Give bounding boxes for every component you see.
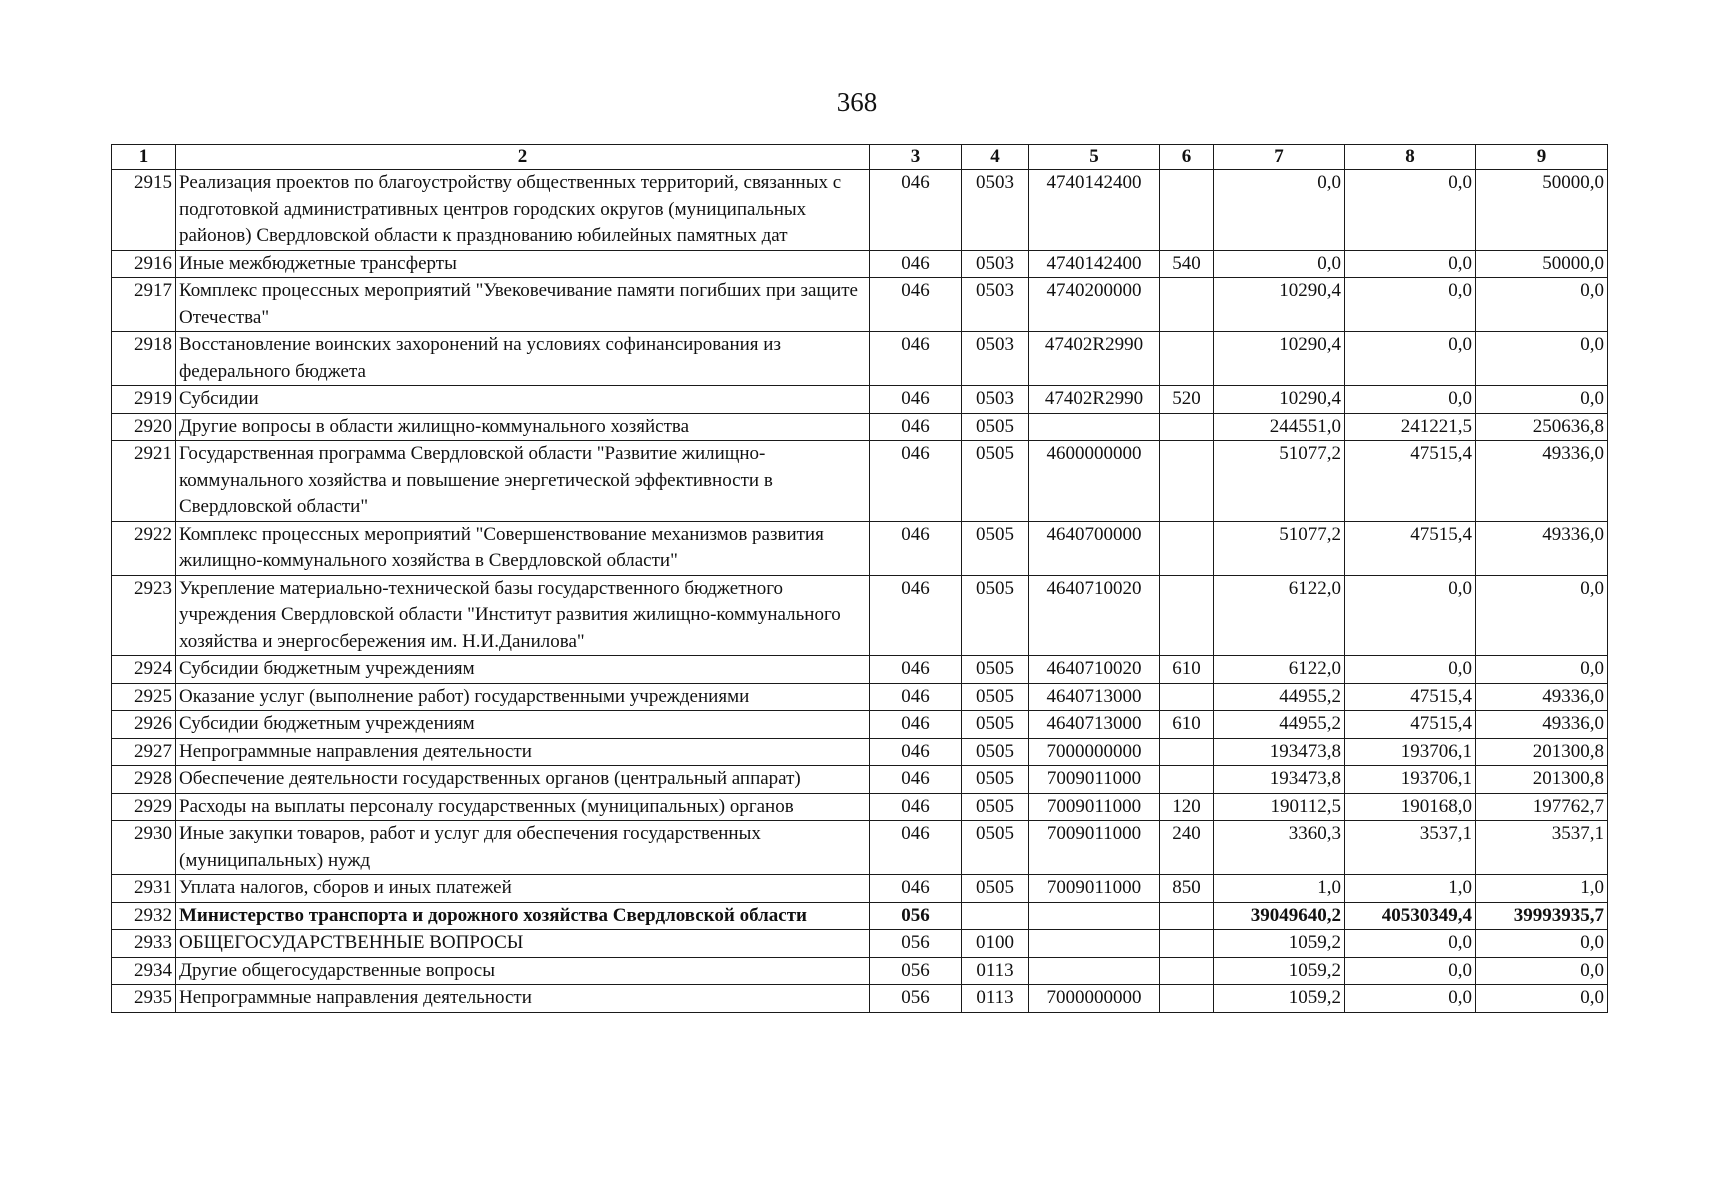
amount-year1-cell: 193473,8 [1214,766,1345,794]
expense-type-cell [1160,441,1214,522]
column-header: 3 [870,145,962,170]
expense-type-cell [1160,332,1214,386]
admin-code-cell: 046 [870,875,962,903]
row-name-cell: Обеспечение деятельности государственных органов (центральный аппарат) [176,766,870,794]
target-code-cell [1029,957,1160,985]
header-row [112,145,1608,170]
admin-code-cell: 046 [870,386,962,414]
row-number-cell: 2915 [112,170,176,251]
amount-year1-cell: 39049640,2 [1214,902,1345,930]
table-row [112,875,1608,903]
amount-year2-cell: 0,0 [1345,170,1476,251]
column-header: 7 [1214,145,1345,170]
amount-year3-cell: 49336,0 [1476,441,1608,522]
target-code-cell: 47402R2990 [1029,386,1160,414]
row-number-cell: 2921 [112,441,176,522]
amount-year1-cell: 6122,0 [1214,575,1345,656]
target-code-cell: 4600000000 [1029,441,1160,522]
target-code-cell: 4640710020 [1029,656,1160,684]
amount-year3-cell: 3537,1 [1476,821,1608,875]
column-header: 6 [1160,145,1214,170]
row-name-cell: Субсидии [176,386,870,414]
expense-type-cell: 520 [1160,386,1214,414]
row-number-cell: 2924 [112,656,176,684]
row-number-cell: 2920 [112,413,176,441]
section-code-cell: 0505 [962,766,1029,794]
amount-year3-cell: 0,0 [1476,575,1608,656]
section-code-cell: 0505 [962,711,1029,739]
table-row [112,521,1608,575]
admin-code-cell: 056 [870,902,962,930]
target-code-cell [1029,930,1160,958]
amount-year2-cell: 0,0 [1345,250,1476,278]
amount-year2-cell: 0,0 [1345,386,1476,414]
row-name-cell: Комплекс процессных мероприятий "Совершенствование механизмов развития жилищно-коммунального хозяйства в Свердловской области" [176,521,870,575]
table-row [112,441,1608,522]
amount-year2-cell: 0,0 [1345,930,1476,958]
expense-type-cell [1160,170,1214,251]
row-number-cell: 2931 [112,875,176,903]
table-row [112,985,1608,1013]
row-name-cell: Непрограммные направления деятельности [176,985,870,1013]
row-name-cell: Реализация проектов по благоустройству общественных территорий, связанных с подготовкой административных центров городских округов (муниципальных районов) Свердловской области к празднованию юбилейных памятных дат [176,170,870,251]
amount-year2-cell: 47515,4 [1345,441,1476,522]
target-code-cell: 7009011000 [1029,793,1160,821]
admin-code-cell: 046 [870,413,962,441]
row-name-cell: Расходы на выплаты персоналу государственных (муниципальных) органов [176,793,870,821]
row-number-cell: 2926 [112,711,176,739]
amount-year3-cell: 39993935,7 [1476,902,1608,930]
table-row [112,683,1608,711]
row-name-cell: Иные закупки товаров, работ и услуг для обеспечения государственных (муниципальных) нужд [176,821,870,875]
amount-year1-cell: 0,0 [1214,250,1345,278]
amount-year2-cell: 40530349,4 [1345,902,1476,930]
expense-type-cell [1160,521,1214,575]
table-row [112,821,1608,875]
amount-year1-cell: 3360,3 [1214,821,1345,875]
admin-code-cell: 046 [870,738,962,766]
section-code-cell: 0503 [962,332,1029,386]
section-code-cell: 0505 [962,413,1029,441]
amount-year1-cell: 193473,8 [1214,738,1345,766]
section-code-cell: 0503 [962,250,1029,278]
amount-year3-cell: 197762,7 [1476,793,1608,821]
section-code-cell [962,902,1029,930]
row-name-cell: Непрограммные направления деятельности [176,738,870,766]
target-code-cell: 4740142400 [1029,170,1160,251]
target-code-cell: 7009011000 [1029,766,1160,794]
amount-year2-cell: 0,0 [1345,957,1476,985]
amount-year2-cell: 241221,5 [1345,413,1476,441]
admin-code-cell: 056 [870,957,962,985]
table-row [112,902,1608,930]
table-row [112,170,1608,251]
section-code-cell: 0505 [962,683,1029,711]
target-code-cell: 7009011000 [1029,875,1160,903]
admin-code-cell: 056 [870,985,962,1013]
column-header: 1 [112,145,176,170]
table-body [112,170,1608,1013]
row-name-cell: Министерство транспорта и дорожного хозяйства Свердловской области [176,902,870,930]
amount-year2-cell: 190168,0 [1345,793,1476,821]
section-code-cell: 0505 [962,738,1029,766]
target-code-cell: 7000000000 [1029,985,1160,1013]
table-row [112,575,1608,656]
amount-year1-cell: 10290,4 [1214,332,1345,386]
admin-code-cell: 046 [870,821,962,875]
amount-year2-cell: 193706,1 [1345,738,1476,766]
amount-year1-cell: 44955,2 [1214,683,1345,711]
row-number-cell: 2918 [112,332,176,386]
admin-code-cell: 046 [870,793,962,821]
row-number-cell: 2925 [112,683,176,711]
expense-type-cell [1160,683,1214,711]
expense-type-cell [1160,413,1214,441]
target-code-cell [1029,413,1160,441]
amount-year2-cell: 0,0 [1345,278,1476,332]
admin-code-cell: 046 [870,170,962,251]
row-number-cell: 2922 [112,521,176,575]
amount-year1-cell: 10290,4 [1214,386,1345,414]
section-code-cell: 0505 [962,575,1029,656]
target-code-cell: 4640700000 [1029,521,1160,575]
expense-type-cell [1160,930,1214,958]
amount-year3-cell: 0,0 [1476,957,1608,985]
amount-year1-cell: 1059,2 [1214,985,1345,1013]
expense-type-cell [1160,902,1214,930]
amount-year1-cell: 6122,0 [1214,656,1345,684]
row-name-cell: Другие общегосударственные вопросы [176,957,870,985]
amount-year2-cell: 47515,4 [1345,711,1476,739]
expense-type-cell [1160,738,1214,766]
expense-type-cell: 240 [1160,821,1214,875]
expense-type-cell: 610 [1160,711,1214,739]
amount-year1-cell: 244551,0 [1214,413,1345,441]
table-row [112,711,1608,739]
expense-type-cell: 610 [1160,656,1214,684]
amount-year2-cell: 193706,1 [1345,766,1476,794]
table-row [112,957,1608,985]
column-header: 2 [176,145,870,170]
table-row [112,386,1608,414]
column-header: 5 [1029,145,1160,170]
row-number-cell: 2934 [112,957,176,985]
row-number-cell: 2928 [112,766,176,794]
admin-code-cell: 056 [870,930,962,958]
row-name-cell: Другие вопросы в области жилищно-коммунального хозяйства [176,413,870,441]
row-number-cell: 2917 [112,278,176,332]
section-code-cell: 0113 [962,957,1029,985]
amount-year3-cell: 49336,0 [1476,521,1608,575]
budget-table [111,144,1608,1013]
amount-year2-cell: 47515,4 [1345,521,1476,575]
section-code-cell: 0505 [962,793,1029,821]
expense-type-cell: 540 [1160,250,1214,278]
row-number-cell: 2932 [112,902,176,930]
column-header: 8 [1345,145,1476,170]
section-code-cell: 0503 [962,170,1029,251]
table-row [112,332,1608,386]
amount-year2-cell: 0,0 [1345,575,1476,656]
section-code-cell: 0100 [962,930,1029,958]
target-code-cell [1029,902,1160,930]
target-code-cell: 7000000000 [1029,738,1160,766]
amount-year1-cell: 190112,5 [1214,793,1345,821]
amount-year1-cell: 1,0 [1214,875,1345,903]
admin-code-cell: 046 [870,441,962,522]
table-row [112,738,1608,766]
amount-year2-cell: 0,0 [1345,985,1476,1013]
admin-code-cell: 046 [870,711,962,739]
target-code-cell: 4740142400 [1029,250,1160,278]
row-name-cell: Оказание услуг (выполнение работ) государственными учреждениями [176,683,870,711]
amount-year1-cell: 1059,2 [1214,930,1345,958]
amount-year3-cell: 49336,0 [1476,683,1608,711]
target-code-cell: 4640713000 [1029,683,1160,711]
row-name-cell: Субсидии бюджетным учреждениям [176,656,870,684]
expense-type-cell [1160,766,1214,794]
table-row [112,278,1608,332]
column-header: 4 [962,145,1029,170]
row-name-cell: Уплата налогов, сборов и иных платежей [176,875,870,903]
amount-year2-cell: 3537,1 [1345,821,1476,875]
section-code-cell: 0505 [962,441,1029,522]
admin-code-cell: 046 [870,278,962,332]
expense-type-cell [1160,957,1214,985]
amount-year3-cell: 0,0 [1476,656,1608,684]
section-code-cell: 0113 [962,985,1029,1013]
row-number-cell: 2933 [112,930,176,958]
row-name-cell: Укрепление материально-технической базы государственного бюджетного учреждения Свердловской области "Институт развития жилищно-коммунального хозяйства и энергосбережения им. Н.И.Данилова" [176,575,870,656]
expense-type-cell [1160,575,1214,656]
section-code-cell: 0505 [962,821,1029,875]
expense-type-cell [1160,278,1214,332]
column-header: 9 [1476,145,1608,170]
section-code-cell: 0503 [962,278,1029,332]
row-name-cell: ОБЩЕГОСУДАРСТВЕННЫЕ ВОПРОСЫ [176,930,870,958]
row-name-cell: Комплекс процессных мероприятий "Увековечивание памяти погибших при защите Отечества" [176,278,870,332]
table-row [112,766,1608,794]
amount-year2-cell: 0,0 [1345,656,1476,684]
target-code-cell: 4740200000 [1029,278,1160,332]
amount-year3-cell: 0,0 [1476,278,1608,332]
target-code-cell: 7009011000 [1029,821,1160,875]
section-code-cell: 0505 [962,875,1029,903]
row-name-cell: Субсидии бюджетным учреждениям [176,711,870,739]
table-row [112,930,1608,958]
amount-year1-cell: 51077,2 [1214,441,1345,522]
row-number-cell: 2930 [112,821,176,875]
section-code-cell: 0505 [962,521,1029,575]
amount-year2-cell: 0,0 [1345,332,1476,386]
table-row [112,793,1608,821]
amount-year1-cell: 0,0 [1214,170,1345,251]
page-number: 368 [836,87,878,117]
amount-year3-cell: 50000,0 [1476,170,1608,251]
amount-year3-cell: 0,0 [1476,985,1608,1013]
expense-type-cell: 120 [1160,793,1214,821]
row-number-cell: 2935 [112,985,176,1013]
row-number-cell: 2923 [112,575,176,656]
amount-year1-cell: 10290,4 [1214,278,1345,332]
target-code-cell: 47402R2990 [1029,332,1160,386]
admin-code-cell: 046 [870,332,962,386]
row-number-cell: 2927 [112,738,176,766]
admin-code-cell: 046 [870,766,962,794]
admin-code-cell: 046 [870,575,962,656]
row-name-cell: Иные межбюджетные трансферты [176,250,870,278]
table-row [112,250,1608,278]
amount-year3-cell: 0,0 [1476,930,1608,958]
row-number-cell: 2919 [112,386,176,414]
expense-type-cell: 850 [1160,875,1214,903]
expense-type-cell [1160,985,1214,1013]
amount-year3-cell: 250636,8 [1476,413,1608,441]
amount-year3-cell: 0,0 [1476,386,1608,414]
amount-year2-cell: 1,0 [1345,875,1476,903]
section-code-cell: 0503 [962,386,1029,414]
amount-year1-cell: 1059,2 [1214,957,1345,985]
table-row [112,656,1608,684]
amount-year1-cell: 51077,2 [1214,521,1345,575]
admin-code-cell: 046 [870,656,962,684]
row-number-cell: 2916 [112,250,176,278]
amount-year3-cell: 201300,8 [1476,766,1608,794]
row-number-cell: 2929 [112,793,176,821]
amount-year2-cell: 47515,4 [1345,683,1476,711]
amount-year3-cell: 201300,8 [1476,738,1608,766]
amount-year3-cell: 50000,0 [1476,250,1608,278]
amount-year3-cell: 1,0 [1476,875,1608,903]
row-name-cell: Государственная программа Свердловской области "Развитие жилищно-коммунального хозяйства и повышение энергетической эффективности в Свердловской области" [176,441,870,522]
amount-year3-cell: 49336,0 [1476,711,1608,739]
section-code-cell: 0505 [962,656,1029,684]
amount-year1-cell: 44955,2 [1214,711,1345,739]
target-code-cell: 4640710020 [1029,575,1160,656]
amount-year3-cell: 0,0 [1476,332,1608,386]
target-code-cell: 4640713000 [1029,711,1160,739]
admin-code-cell: 046 [870,683,962,711]
admin-code-cell: 046 [870,250,962,278]
admin-code-cell: 046 [870,521,962,575]
table-row [112,413,1608,441]
row-name-cell: Восстановление воинских захоронений на условиях софинансирования из федерального бюджета [176,332,870,386]
